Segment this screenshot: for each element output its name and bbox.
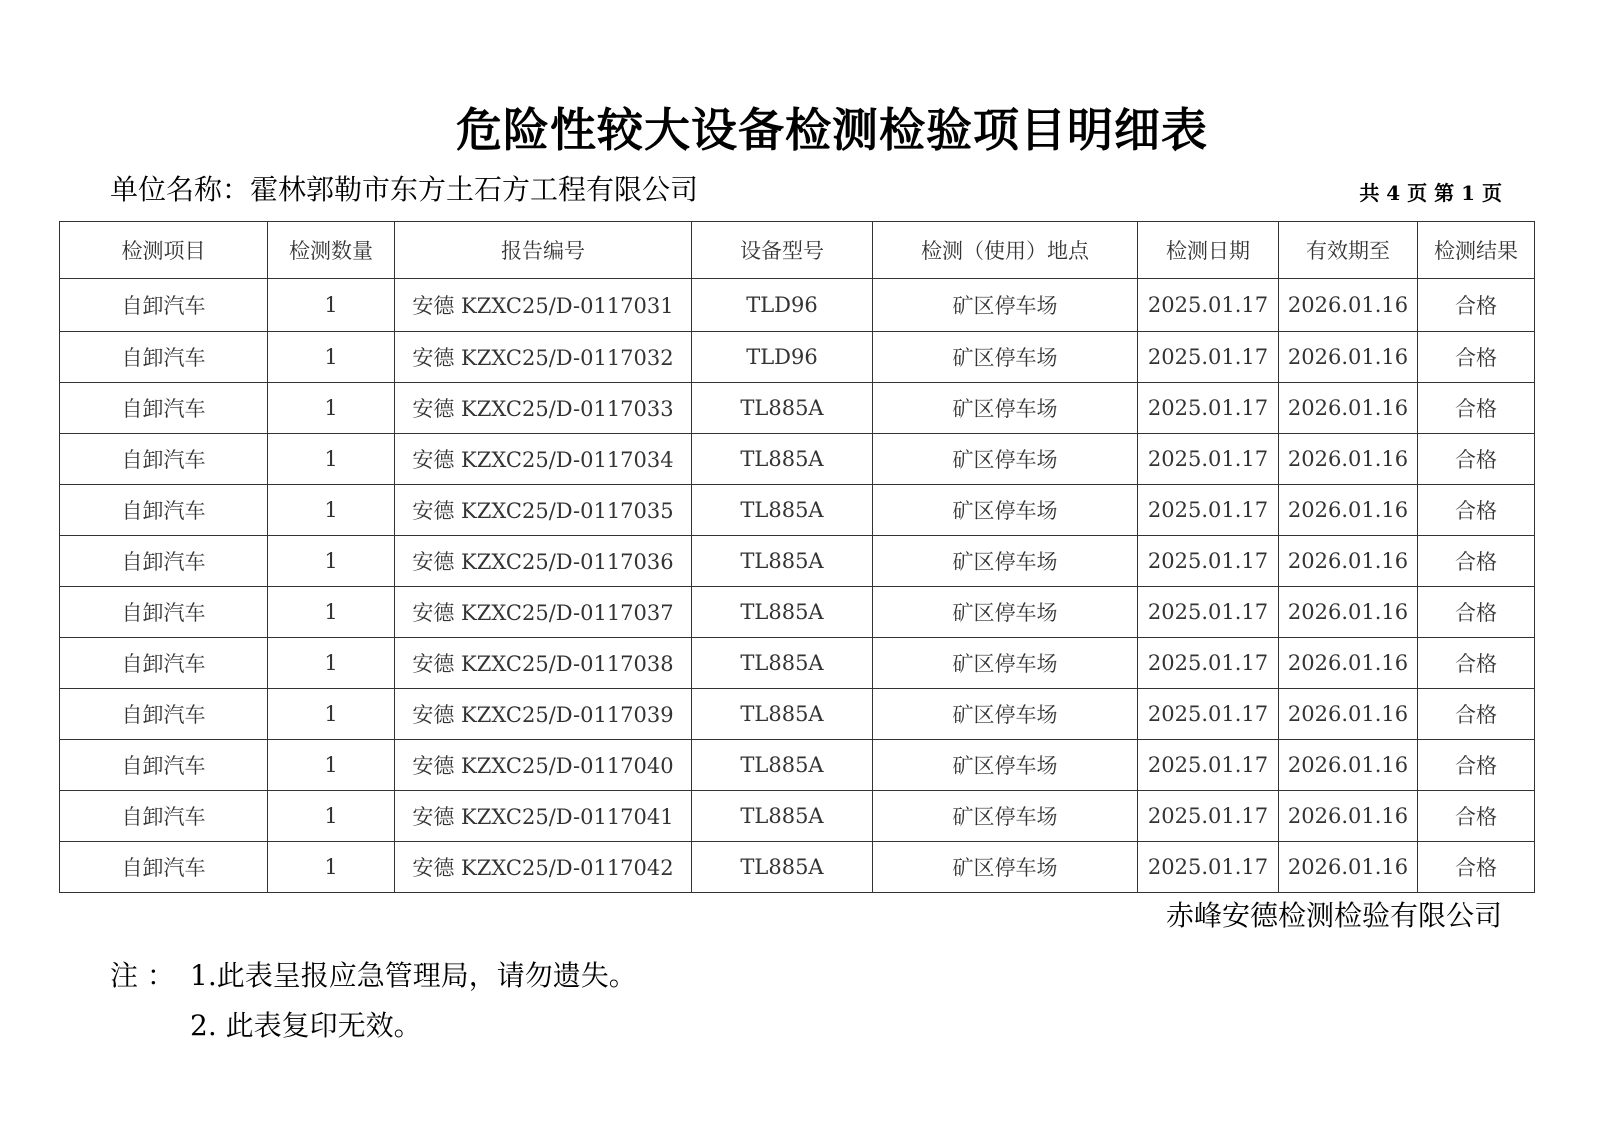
report-number-cell: 安德 KZXC25/D-0117034 <box>395 434 692 485</box>
column-header: 检测数量 <box>268 222 395 279</box>
note-item: 2. 此表复印无效。 <box>190 1009 422 1042</box>
valid-until-cell: 2026.01.16 <box>1279 434 1418 485</box>
table-row <box>60 587 1535 638</box>
location-cell: 矿区停车场 <box>873 434 1138 485</box>
location-cell: 矿区停车场 <box>873 485 1138 536</box>
result-cell: 合格 <box>1418 791 1535 842</box>
result-cell: 合格 <box>1418 638 1535 689</box>
location-cell: 矿区停车场 <box>873 740 1138 791</box>
item-cell: 自卸汽车 <box>60 434 268 485</box>
inspection-date-cell: 2025.01.17 <box>1138 536 1279 587</box>
report-number-cell: 安德 KZXC25/D-0117035 <box>395 485 692 536</box>
table-row <box>60 842 1535 893</box>
location-cell: 矿区停车场 <box>873 689 1138 740</box>
table-row <box>60 689 1535 740</box>
column-header: 检测（使用）地点 <box>873 222 1138 279</box>
valid-until-cell: 2026.01.16 <box>1279 279 1418 332</box>
location-cell: 矿区停车场 <box>873 638 1138 689</box>
location-cell: 矿区停车场 <box>873 842 1138 893</box>
valid-until-cell: 2026.01.16 <box>1279 587 1418 638</box>
inspection-date-cell: 2025.01.17 <box>1138 740 1279 791</box>
report-number-cell: 安德 KZXC25/D-0117037 <box>395 587 692 638</box>
report-number-cell: 安德 KZXC25/D-0117042 <box>395 842 692 893</box>
quantity-cell: 1 <box>268 689 395 740</box>
issuing-company: 赤峰安德检测检验有限公司 <box>1165 899 1502 932</box>
report-number-cell: 安德 KZXC25/D-0117040 <box>395 740 692 791</box>
result-cell: 合格 <box>1418 434 1535 485</box>
item-cell: 自卸汽车 <box>60 842 268 893</box>
inspection-date-cell: 2025.01.17 <box>1138 638 1279 689</box>
report-number-cell: 安德 KZXC25/D-0117041 <box>395 791 692 842</box>
column-header: 有效期至 <box>1279 222 1418 279</box>
model-cell: TLD96 <box>692 332 873 383</box>
quantity-cell: 1 <box>268 587 395 638</box>
inspection-date-cell: 2025.01.17 <box>1138 791 1279 842</box>
model-cell: TL885A <box>692 536 873 587</box>
inspection-date-cell: 2025.01.17 <box>1138 689 1279 740</box>
item-cell: 自卸汽车 <box>60 740 268 791</box>
table-row <box>60 332 1535 383</box>
result-cell: 合格 <box>1418 536 1535 587</box>
inspection-date-cell: 2025.01.17 <box>1138 279 1279 332</box>
model-cell: TL885A <box>692 485 873 536</box>
inspection-table <box>59 221 1535 893</box>
model-cell: TL885A <box>692 638 873 689</box>
model-cell: TL885A <box>692 689 873 740</box>
table-row <box>60 740 1535 791</box>
table-row <box>60 383 1535 434</box>
item-cell: 自卸汽车 <box>60 279 268 332</box>
item-cell: 自卸汽车 <box>60 485 268 536</box>
inspection-date-cell: 2025.01.17 <box>1138 485 1279 536</box>
location-cell: 矿区停车场 <box>873 587 1138 638</box>
report-number-cell: 安德 KZXC25/D-0117031 <box>395 279 692 332</box>
note-item: 1.此表呈报应急管理局，请勿遗失。 <box>190 959 637 992</box>
model-cell: TL885A <box>692 740 873 791</box>
valid-until-cell: 2026.01.16 <box>1279 740 1418 791</box>
quantity-cell: 1 <box>268 791 395 842</box>
table-row <box>60 791 1535 842</box>
quantity-cell: 1 <box>268 638 395 689</box>
item-cell: 自卸汽车 <box>60 791 268 842</box>
quantity-cell: 1 <box>268 485 395 536</box>
location-cell: 矿区停车场 <box>873 536 1138 587</box>
item-cell: 自卸汽车 <box>60 383 268 434</box>
table-row <box>60 434 1535 485</box>
inspection-date-cell: 2025.01.17 <box>1138 383 1279 434</box>
inspection-date-cell: 2025.01.17 <box>1138 332 1279 383</box>
result-cell: 合格 <box>1418 279 1535 332</box>
result-cell: 合格 <box>1418 485 1535 536</box>
inspection-date-cell: 2025.01.17 <box>1138 434 1279 485</box>
quantity-cell: 1 <box>268 740 395 791</box>
column-header: 设备型号 <box>692 222 873 279</box>
model-cell: TL885A <box>692 842 873 893</box>
table-row <box>60 485 1535 536</box>
model-cell: TL885A <box>692 383 873 434</box>
page-count: 共 4 页 第 1 页 <box>1359 181 1502 205</box>
quantity-cell: 1 <box>268 332 395 383</box>
report-number-cell: 安德 KZXC25/D-0117032 <box>395 332 692 383</box>
document-title: 危险性较大设备检测检验项目明细表 <box>456 103 1208 157</box>
inspection-date-cell: 2025.01.17 <box>1138 587 1279 638</box>
valid-until-cell: 2026.01.16 <box>1279 383 1418 434</box>
quantity-cell: 1 <box>268 536 395 587</box>
location-cell: 矿区停车场 <box>873 332 1138 383</box>
model-cell: TL885A <box>692 791 873 842</box>
result-cell: 合格 <box>1418 587 1535 638</box>
item-cell: 自卸汽车 <box>60 689 268 740</box>
quantity-cell: 1 <box>268 434 395 485</box>
unit-name: 单位名称：霍林郭勒市东方土石方工程有限公司 <box>110 173 699 206</box>
column-header: 检测项目 <box>60 222 268 279</box>
valid-until-cell: 2026.01.16 <box>1279 842 1418 893</box>
model-cell: TL885A <box>692 587 873 638</box>
item-cell: 自卸汽车 <box>60 638 268 689</box>
model-cell: TLD96 <box>692 279 873 332</box>
table-row <box>60 536 1535 587</box>
location-cell: 矿区停车场 <box>873 791 1138 842</box>
quantity-cell: 1 <box>268 383 395 434</box>
table-row <box>60 279 1535 332</box>
result-cell: 合格 <box>1418 383 1535 434</box>
report-number-cell: 安德 KZXC25/D-0117039 <box>395 689 692 740</box>
table-body <box>60 279 1535 893</box>
report-number-cell: 安德 KZXC25/D-0117038 <box>395 638 692 689</box>
result-cell: 合格 <box>1418 842 1535 893</box>
result-cell: 合格 <box>1418 740 1535 791</box>
column-header: 检测结果 <box>1418 222 1535 279</box>
valid-until-cell: 2026.01.16 <box>1279 689 1418 740</box>
valid-until-cell: 2026.01.16 <box>1279 638 1418 689</box>
valid-until-cell: 2026.01.16 <box>1279 485 1418 536</box>
notes-label: 注 ： <box>110 959 175 992</box>
valid-until-cell: 2026.01.16 <box>1279 332 1418 383</box>
quantity-cell: 1 <box>268 842 395 893</box>
location-cell: 矿区停车场 <box>873 279 1138 332</box>
column-header: 检测日期 <box>1138 222 1279 279</box>
report-number-cell: 安德 KZXC25/D-0117036 <box>395 536 692 587</box>
result-cell: 合格 <box>1418 689 1535 740</box>
valid-until-cell: 2026.01.16 <box>1279 791 1418 842</box>
table-header-row <box>60 222 1535 279</box>
report-number-cell: 安德 KZXC25/D-0117033 <box>395 383 692 434</box>
item-cell: 自卸汽车 <box>60 536 268 587</box>
model-cell: TL885A <box>692 434 873 485</box>
inspection-date-cell: 2025.01.17 <box>1138 842 1279 893</box>
result-cell: 合格 <box>1418 332 1535 383</box>
item-cell: 自卸汽车 <box>60 587 268 638</box>
column-header: 报告编号 <box>395 222 692 279</box>
quantity-cell: 1 <box>268 279 395 332</box>
location-cell: 矿区停车场 <box>873 383 1138 434</box>
table-row <box>60 638 1535 689</box>
valid-until-cell: 2026.01.16 <box>1279 536 1418 587</box>
item-cell: 自卸汽车 <box>60 332 268 383</box>
